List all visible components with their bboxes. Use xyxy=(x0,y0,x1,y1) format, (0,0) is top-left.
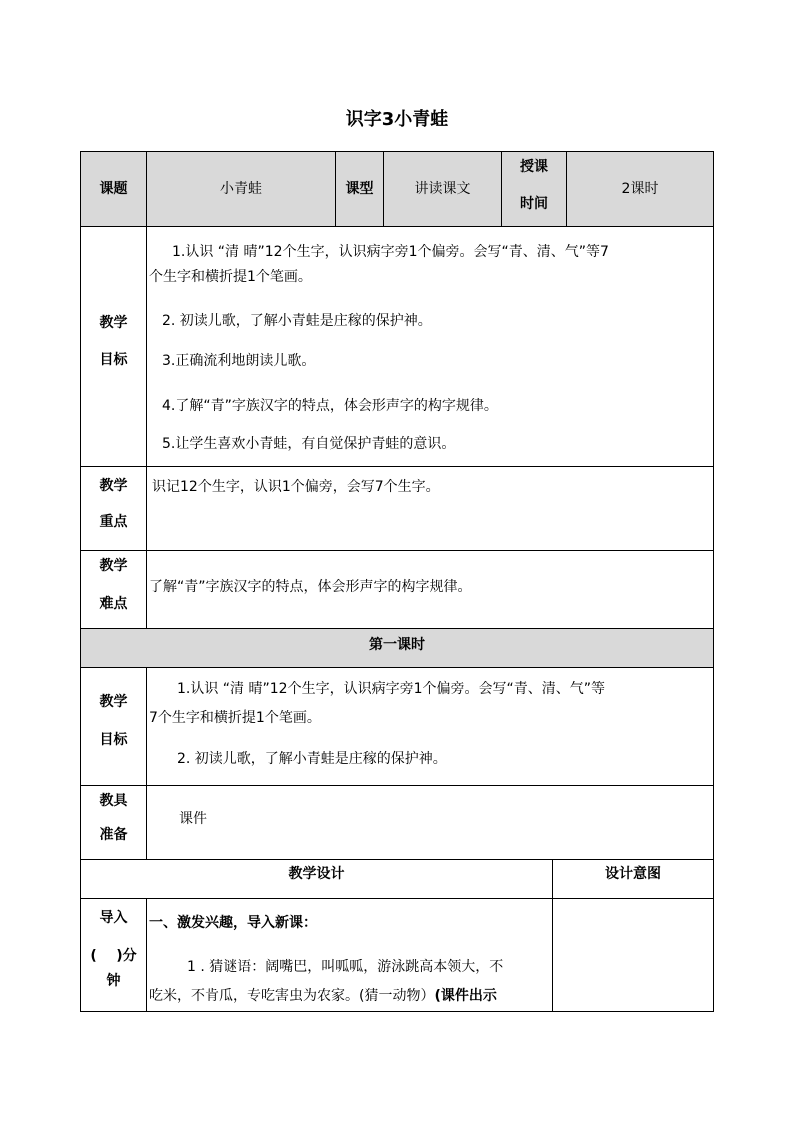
subject-label: 课题 xyxy=(99,181,128,197)
rule xyxy=(80,667,714,668)
difficulties-text: 了解“青”字族汉字的特点，体会形声字的构字规律。 xyxy=(149,579,472,595)
goals-label-2: 目标 xyxy=(99,352,128,368)
design-column-header: 教学设计 xyxy=(288,866,345,882)
time-label-1: 授课 xyxy=(520,159,548,175)
type-value: 讲读课文 xyxy=(414,181,471,197)
intro-section-heading: 一、激发兴趣，导入新课： xyxy=(149,915,317,931)
rule xyxy=(713,151,714,1012)
key-points-label-2: 重点 xyxy=(99,514,128,530)
goals-label-1: 教学 xyxy=(99,315,128,331)
riddle-line-2 xyxy=(149,985,497,1007)
tools-label-2: 准备 xyxy=(99,827,128,843)
tools-label-1: 教具 xyxy=(99,793,128,809)
lesson1-goals-label-2: 目标 xyxy=(99,732,128,748)
key-points-text: 识记12个生字，认识1个偏旁，会写7个生字。 xyxy=(152,479,440,495)
difficulties-label-2: 难点 xyxy=(99,596,128,612)
lesson1-goal-1-line-2: 7个生字和横折提1个笔画。 xyxy=(149,710,321,726)
intent-column-header: 设计意图 xyxy=(605,866,661,882)
rule xyxy=(80,550,714,551)
lesson1-goal-1-line-1: 1.认识 “清 晴”12个生字，认识病字旁1个偏旁。会写“青、清、气”等 xyxy=(177,681,605,697)
rule xyxy=(146,151,147,629)
goal-item-3: 3.正确流利地朗读儿歌。 xyxy=(162,353,316,369)
riddle-line-1: 1 . 猜谜语：阔嘴巴，叫呱呱，游泳跳高本领大，不 xyxy=(187,959,504,975)
rule xyxy=(80,151,714,152)
intro-label-3: 钟 xyxy=(106,973,121,989)
goal-item-1-line-2: 个生字和横折提1个笔画。 xyxy=(149,269,312,285)
intro-label-1: 导入 xyxy=(99,910,128,926)
type-label: 课型 xyxy=(345,181,374,197)
rule xyxy=(80,226,714,227)
rule xyxy=(146,898,147,1012)
lesson1-goals-label-1: 教学 xyxy=(99,694,128,710)
rule xyxy=(80,628,714,629)
time-label-2: 时间 xyxy=(520,196,548,212)
goal-item-5: 5.让学生喜欢小青蛙，有自觉保护青蛙的意识。 xyxy=(162,436,456,452)
rule xyxy=(80,466,714,467)
subject-value: 小青蛙 xyxy=(220,181,262,197)
riddle-line-2-bold: (课件出示 xyxy=(434,988,497,1004)
page-title: 识字3小青蛙 xyxy=(345,109,449,130)
rule xyxy=(80,859,714,860)
rule xyxy=(80,1011,714,1012)
lesson1-heading: 第一课时 xyxy=(369,637,425,653)
goal-item-1-line-1: 1.认识 “清 晴”12个生字，认识病字旁1个偏旁。会写“青、清、气”等7 xyxy=(172,244,609,260)
rule xyxy=(146,667,147,860)
lesson1-goal-2: 2. 初读儿歌，了解小青蛙是庄稼的保护神。 xyxy=(177,751,447,767)
time-value: 2课时 xyxy=(621,181,659,197)
key-points-label-1: 教学 xyxy=(99,478,128,494)
intro-label-2: ( )分 xyxy=(90,948,137,964)
riddle-line-2-text: 吃米，不肯瓜，专吃害虫为农家。(猜一动物） xyxy=(149,988,435,1004)
rule xyxy=(80,785,714,786)
goal-item-4: 4.了解“青”字族汉字的特点，体会形声字的构字规律。 xyxy=(162,398,498,414)
tools-value: 课件 xyxy=(179,811,207,827)
goal-item-2: 2. 初读儿歌，了解小青蛙是庄稼的保护神。 xyxy=(162,313,432,329)
rule xyxy=(80,898,714,899)
difficulties-label-1: 教学 xyxy=(99,558,128,574)
